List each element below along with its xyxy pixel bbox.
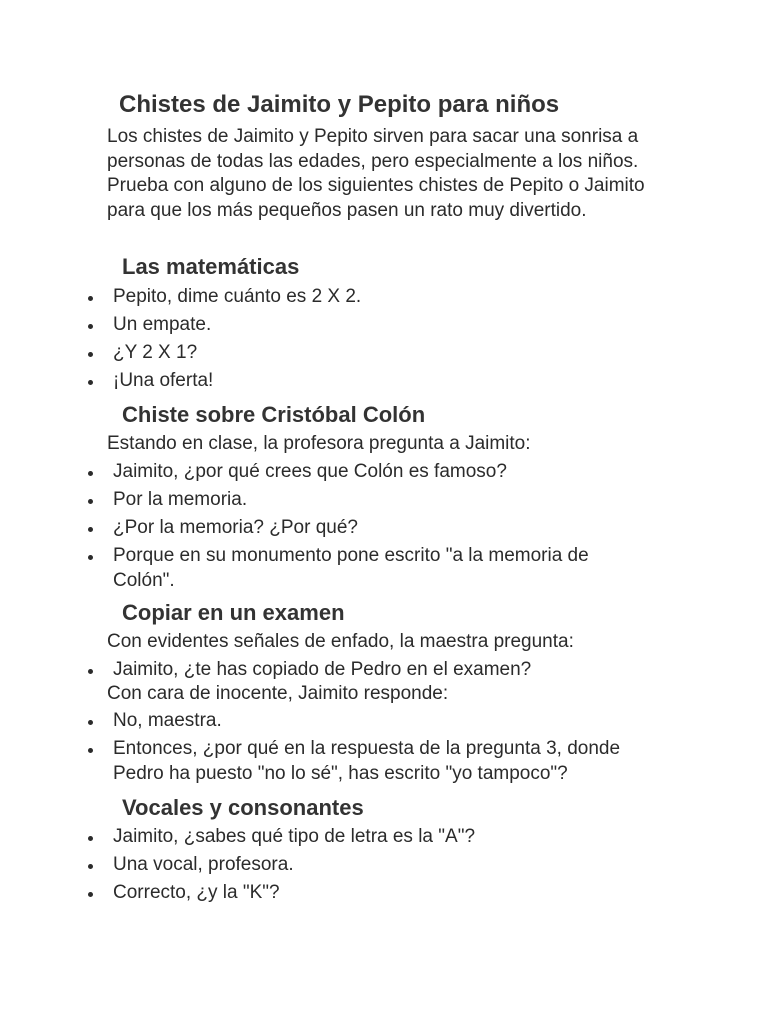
page-title: Chistes de Jaimito y Pepito para niños — [119, 91, 560, 118]
section-examen-list-b — [0, 709, 660, 790]
bullet-icon — [88, 836, 93, 841]
list-item: Pepito, dime cuánto es 2 X 2. — [0, 285, 660, 310]
section-examen-mid: Con cara de inocente, Jaimito responde: — [107, 683, 449, 704]
list-item: Jaimito, ¿sabes qué tipo de letra es la "A"? — [0, 825, 660, 850]
bullet-icon — [88, 527, 93, 532]
list-item: ¿Por la memoria? ¿Por qué? — [0, 516, 660, 541]
list-item: Jaimito, ¿por qué crees que Colón es famoso? — [0, 460, 660, 485]
list-item: Porque en su monumento pone escrito "a la memoria de Colón". — [0, 544, 633, 593]
bullet-icon — [88, 499, 93, 504]
section-heading-examen: Copiar en un examen — [122, 600, 345, 625]
list-item: ¡Una oferta! — [0, 369, 660, 394]
list-item: ¿Y 2 X 1? — [0, 341, 660, 366]
bullet-icon — [88, 352, 93, 357]
bullet-icon — [88, 669, 93, 674]
list-item: Jaimito, ¿te has copiado de Pedro en el examen? — [0, 658, 660, 683]
list-item: Correcto, ¿y la "K"? — [0, 881, 660, 906]
bullet-icon — [88, 380, 93, 385]
bullet-icon — [88, 720, 93, 725]
section-heading-matematicas: Las matemáticas — [122, 254, 300, 279]
intro-paragraph: Los chistes de Jaimito y Pepito sirven para sacar una sonrisa a personas de todas las edades, pero especialmente a los niños. Prueba con alguno de los siguientes chistes de Pepito o Jaimito para que los más pequeños pasen un rato muy divertido. — [107, 126, 645, 221]
section-heading-colon: Chiste sobre Cristóbal Colón — [122, 402, 426, 427]
bullet-icon — [88, 296, 93, 301]
bullet-icon — [88, 471, 93, 476]
bullet-icon — [88, 892, 93, 897]
list-item: Un empate. — [0, 313, 660, 338]
section-heading-vocales: Vocales y consonantes — [122, 795, 364, 820]
section-vocales-list — [0, 825, 660, 909]
list-item: Una vocal, profesora. — [0, 853, 660, 878]
section-examen-lead: Con evidentes señales de enfado, la maestra pregunta: — [107, 631, 574, 652]
bullet-icon — [88, 748, 93, 753]
section-colon-list — [0, 460, 660, 597]
bullet-icon — [88, 864, 93, 869]
bullet-icon — [88, 324, 93, 329]
list-item: No, maestra. — [0, 709, 660, 734]
bullet-icon — [88, 555, 93, 560]
list-item: Entonces, ¿por qué en la respuesta de la pregunta 3, donde Pedro ha puesto "no lo sé", has escrito "yo tampoco"? — [0, 737, 653, 786]
section-colon-lead: Estando en clase, la profesora pregunta a Jaimito: — [107, 433, 531, 454]
section-matematicas-list — [0, 285, 660, 397]
list-item: Por la memoria. — [0, 488, 660, 513]
